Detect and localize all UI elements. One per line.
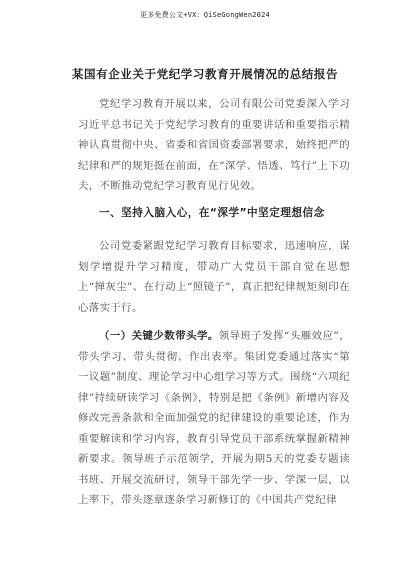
section-paragraph: 公司党委紧跟党纪学习教育目标要求，迅速响应，谋划学增提升学习精度，带动广大党员干部自觉在思想上“掸灰尘”、在行动上“照镜子”，真正把纪律规矩刻印在心落实于行。: [78, 240, 350, 314]
subsection-paragraph: [78, 326, 350, 511]
section-heading: 一、坚持入脑入心，在“深学”中坚定理想信念: [99, 207, 325, 219]
header-note: 更多免费公文+VX：QiSeGongWen2024: [140, 11, 270, 19]
intro-paragraph: 党纪学习教育开展以来，公司有限公司党委深入学习习近平总书记关于党纪学习教育的重要讲话和重要指示精神认真贯彻中央、省委和省国资委部署要求，始终把严的纪律和严的规矩挺在前面，在“深学、悟透、笃行”上下功夫，不断推动党纪学习教育见行见效。: [78, 98, 350, 192]
subsection-body: 领导班子发挥“头雁效应”，带头学习、带头贯彻、作出表率。集团党委通过落实“第一议题”制度、理论学习中心组学习等方式。围绕“六项纪律”持续研读学习《条例》，特别是把《条例》新增内容及修改完善条款和全面加强党的纪律建设的重要论述，作为重要解读和学习内容，教育引导党员干部系统掌握新精神新要求。领导班子示范领学，开展为期5天的党委专题读书班、开展交流研讨，领导干部先学一步、学深一层，以上率下，带头逐章逐条学习新修订的《中国共产党纪律: [78, 330, 350, 506]
subsection-heading: （一）关键少数带头学。: [99, 330, 219, 342]
document-title: 某国有企业关于党纪学习教育开展情况的总结报告: [71, 67, 339, 81]
